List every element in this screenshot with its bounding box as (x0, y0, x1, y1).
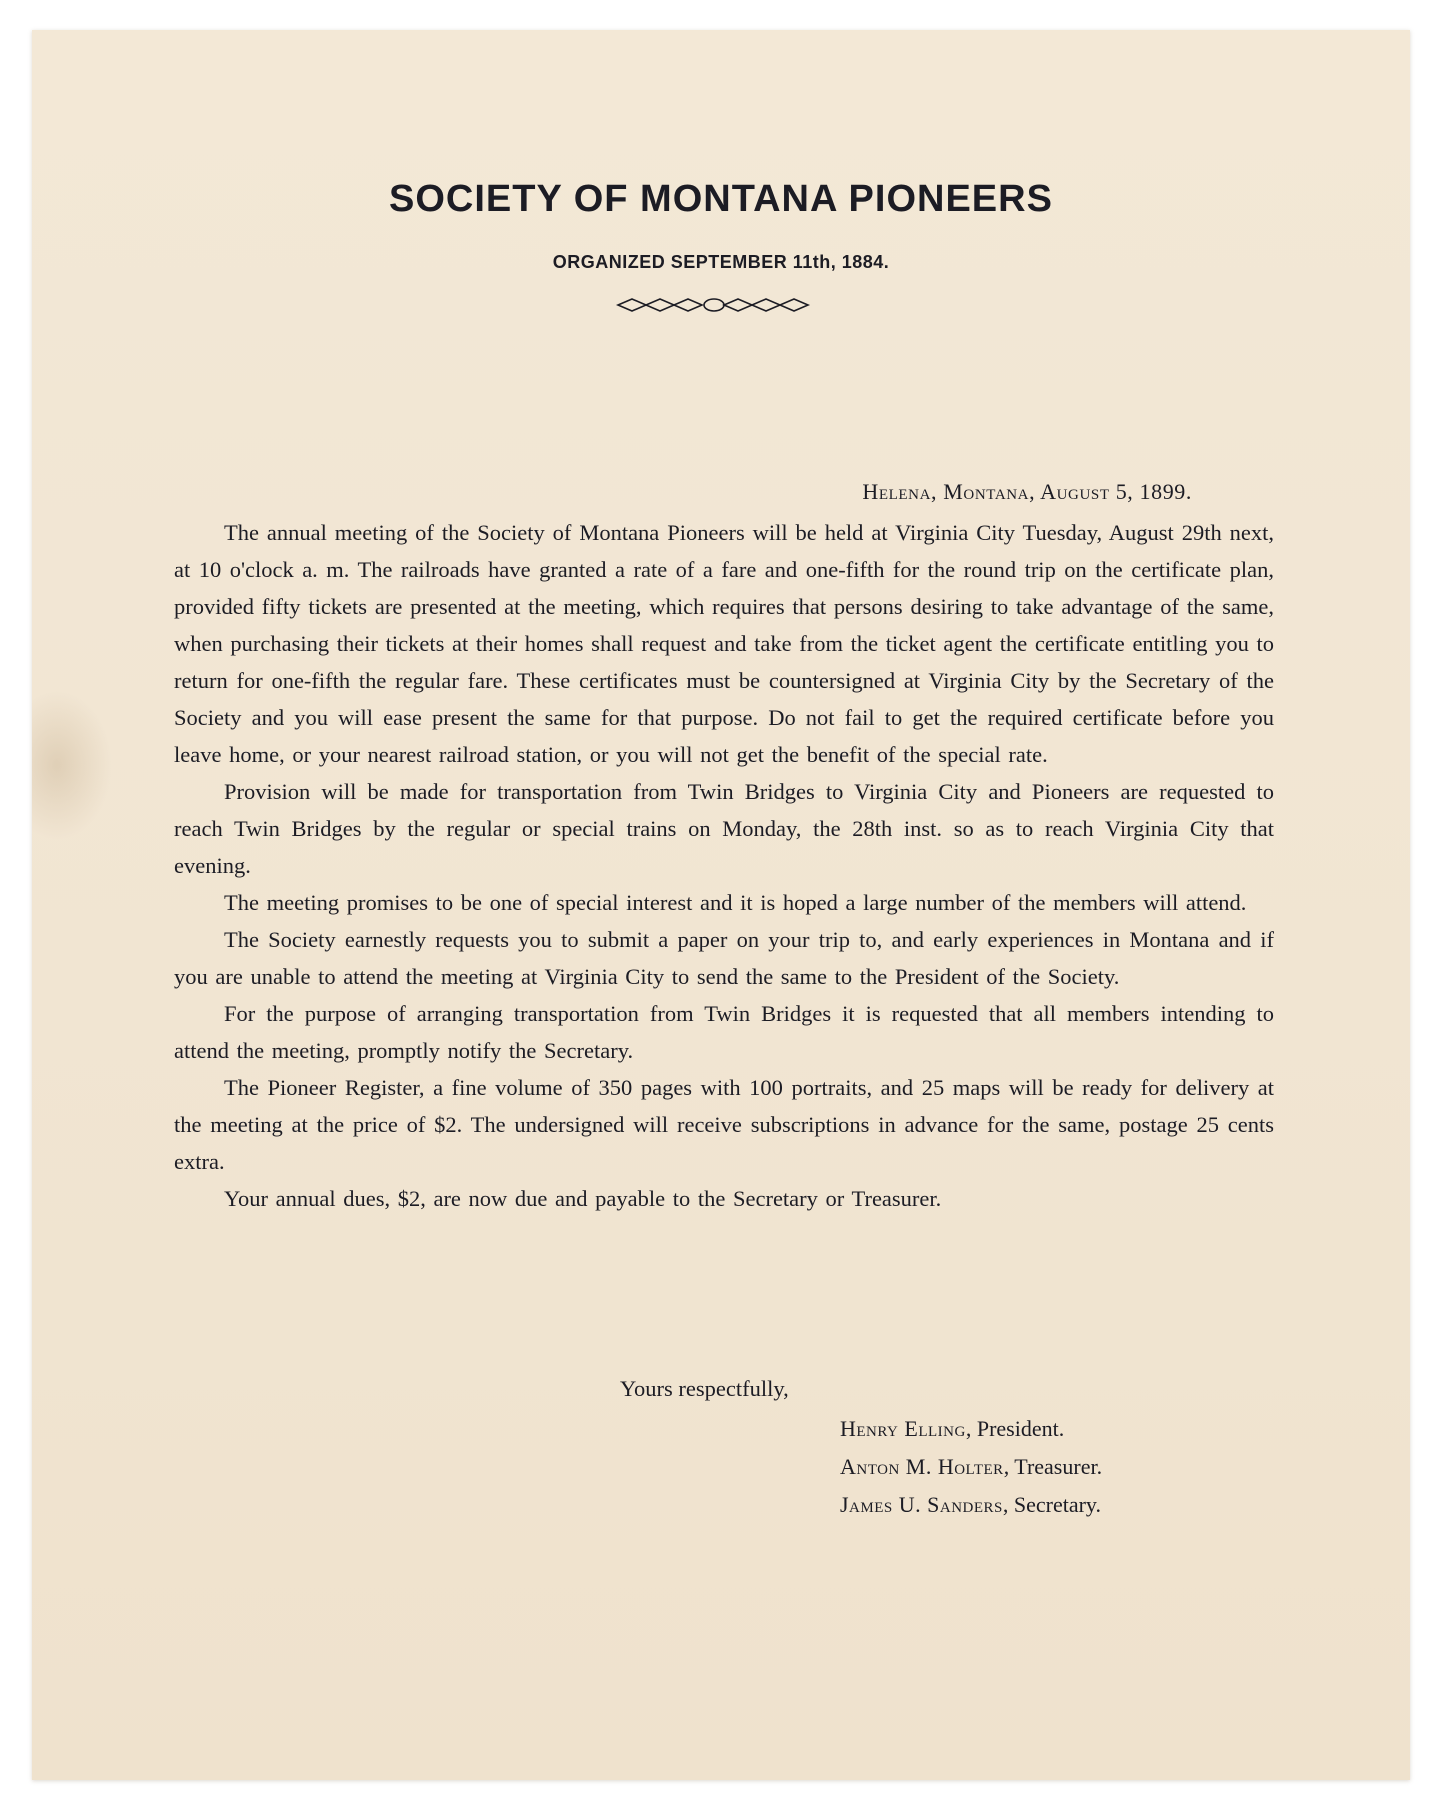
signer-treasurer (840, 1448, 1102, 1486)
paragraph: For the purpose of arranging transportation from Twin Bridges it is requested that all members intending to attend the meeting, promptly notify the Secretary. (174, 1001, 1274, 1063)
paragraph: Provision will be made for transportation from Twin Bridges to Virginia City and Pioneers are requested to reach Twin Bridges by the regular or special trains on Monday, the 28th inst. so as to reach Virginia City that evening. (174, 779, 1274, 878)
page-title: SOCIETY OF MONTANA PIONEERS (389, 178, 1053, 220)
dateline: Helena, Montana, August 5, 1899. (862, 479, 1192, 504)
signer-name: Henry Elling (840, 1416, 966, 1441)
organized-date: ORGANIZED SEPTEMBER 11th, 1884. (552, 252, 890, 272)
letter-sheet (32, 30, 1410, 1780)
signer-role: , President. (965, 1416, 1065, 1441)
signer-role: , Secretary. (1002, 1492, 1102, 1517)
signature-block (840, 1410, 1102, 1524)
paper-stain (32, 690, 112, 840)
decorative-rule-icon (614, 294, 814, 316)
paragraph: The Society earnestly requests you to submit a paper on your trip to, and early experiences in Montana and if you are unable to attend the meeting at Virginia City to send the same to the President of the Society. (174, 927, 1274, 989)
signer-role: , Treasurer. (1003, 1454, 1103, 1479)
signer-name: Anton M. Holter (840, 1454, 1004, 1479)
signer-name: James U. Sanders (840, 1492, 1003, 1517)
signer-secretary (840, 1486, 1102, 1524)
signer-president (840, 1410, 1102, 1448)
paragraph: The Pioneer Register, a fine volume of 350 pages with 100 portraits, and 25 maps will be ready for delivery at the meeting at the price of $2. The undersigned will receive subscriptions in advance for the same, postage 25 cents extra. (174, 1075, 1274, 1174)
paragraph: Your annual dues, $2, are now due and payable to the Secretary or Treasurer. (224, 1186, 942, 1211)
paragraph: The annual meeting of the Society of Montana Pioneers will be held at Virginia City Tuesday, August 29th next, at 10 o'clock a. m. The railroads have granted a rate of a fare and one-fifth for the round trip on the certificate plan, provided fifty tickets are presented at the meeting, which requires that persons desiring to take advantage of the same, when purchasing their tickets at their homes shall request and take from the ticket agent the certificate entitling you to return for one-fifth the regular fare. These certificates must be countersigned at Virginia City by the Secretary of the Society and you will ease present the same for that purpose. Do not fail to get the required certificate before you leave home, or your nearest railroad station, or you will not get the benefit of the special rate. (174, 520, 1274, 767)
closing: Yours respectfully, (620, 1376, 789, 1401)
letter-body (174, 514, 1274, 1217)
paragraph: The meeting promises to be one of special interest and it is hoped a large number of the members will attend. (224, 890, 1247, 915)
